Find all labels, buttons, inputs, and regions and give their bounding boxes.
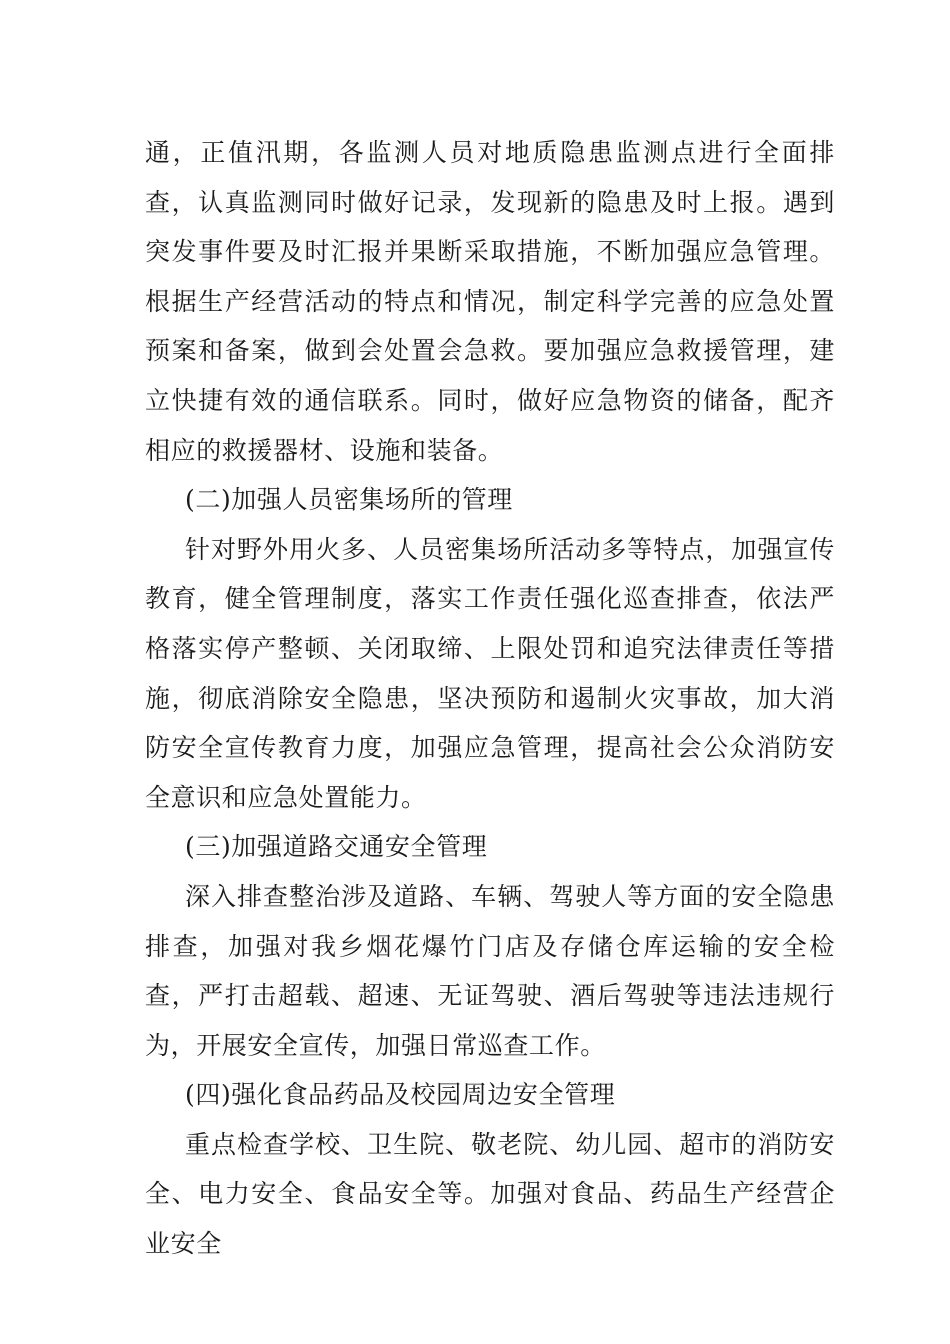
- section-heading-3: (三)加强道路交通安全管理: [185, 832, 488, 862]
- document-body: [145, 128, 835, 1269]
- paragraph-crowded-places: 针对野外用火多、人员密集场所活动多等特点，加强宣传教育，健全管理制度，落实工作责任强化巡查排查，依法严格落实停产整顿、关闭取缔、上限处罚和追究法律责任等措施，彻底消除安全隐患，坚决预防和遏制火灾事故，加大消防安全宣传教育力度，加强应急管理，提高社会公众消防安全意识和应急处置能力。: [145, 534, 835, 812]
- section-heading-2: (二)加强人员密集场所的管理: [185, 485, 513, 515]
- paragraph-continuation: 通，正值汛期，各监测人员对地质隐患监测点进行全面排查，认真监测同时做好记录，发现新的隐患及时上报。遇到突发事件要及时汇报并果断采取措施，不断加强应急管理。根据生产经营活动的特点和情况，制定科学完善的应急处置预案和备案，做到会处置会急救。要加强应急救援管理，建立快捷有效的通信联系。同时，做好应急物资的储备，配齐相应的救援器材、设施和装备。: [145, 138, 835, 465]
- paragraph-road-traffic: 深入排查整治涉及道路、车辆、驾驶人等方面的安全隐患排查，加强对我乡烟花爆竹门店及存储仓库运输的安全检查，严打击超载、超速、无证驾驶、酒后驾驶等违法违规行为，开展安全宣传，加强日常巡查工作。: [145, 881, 835, 1060]
- section-heading-4: (四)强化食品药品及校园周边安全管理: [185, 1080, 616, 1110]
- paragraph-food-drug-campus: 重点检查学校、卫生院、敬老院、幼儿园、超市的消防安全、电力安全、食品安全等。加强对食品、药品生产经营企业安全: [145, 1129, 835, 1259]
